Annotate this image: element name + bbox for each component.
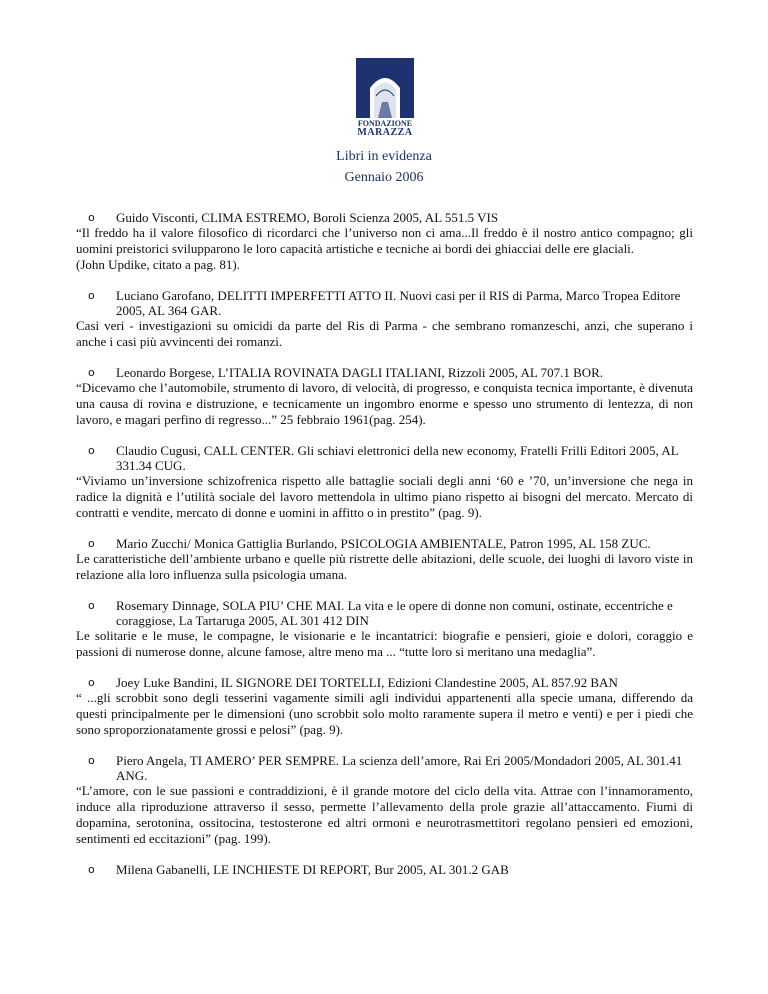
foundation-logo — [356, 58, 414, 138]
bullet-icon: o — [88, 289, 95, 302]
book-reference — [76, 536, 693, 551]
book-reference-text: Milena Gabanelli, LE INCHIESTE DI REPORT, Bur 2005, AL 301.2 GAB — [116, 862, 509, 877]
book-reference-text: Guido Visconti, CLIMA ESTREMO, Boroli Scienza 2005, AL 551.5 VIS — [116, 210, 499, 225]
book-reference — [76, 753, 693, 783]
book-entry — [76, 598, 693, 660]
bullet-icon: o — [88, 366, 95, 379]
book-reference — [76, 862, 693, 877]
book-description: Casi veri - investigazioni su omicidi da parte del Ris di Parma - che sembrano romanzeschi, anzi, che superano i anche i casi più avvincenti dei romanzi. — [76, 318, 693, 349]
book-reference — [76, 598, 693, 628]
book-reference-text: Leonardo Borgese, L’ITALIA ROVINATA DAGLI ITALIANI, Rizzoli 2005, AL 707.1 BOR. — [116, 365, 604, 380]
book-description: Le caratteristiche dell’ambiente urbano e quelle più ristrette delle abitazioni, delle scuole, dei luoghi di lavoro viste in relazione alla loro influenza sulla psicologia umana. — [76, 551, 693, 582]
book-reference-text: Luciano Garofano, DELITTI IMPERFETTI ATTO II. Nuovi casi per il RIS di Parma, Marco Tropea Editore 2005, AL 364 GAR. — [116, 288, 681, 318]
book-entry — [76, 443, 693, 521]
arch-emblem-icon — [356, 58, 414, 118]
book-reference — [76, 210, 693, 225]
book-reference-text: Claudio Cugusi, CALL CENTER. Gli schiavi elettronici della new economy, Fratelli Frilli Editori 2005, AL 331.34 CUG. — [116, 443, 679, 473]
page-title: Libri in evidenza — [336, 149, 432, 164]
logo-line-1: FONDAZIONE — [357, 119, 413, 128]
book-description: Le solitarie e le muse, le compagne, le visionarie e le incantatrici: biografie e pensieri, gioie e dolori, coraggio e passioni di numerose donne, alcune famose, altre meno ma ... “tutte loro si meritano una medaglia”. — [76, 628, 693, 659]
book-entry — [76, 675, 693, 738]
page-date: Gennaio 2006 — [344, 170, 424, 185]
book-reference — [76, 288, 693, 318]
bullet-icon: o — [88, 676, 95, 689]
book-list — [76, 210, 693, 892]
book-reference-text: Mario Zucchi/ Monica Gattiglia Burlando, PSICOLOGIA AMBIENTALE, Patron 1995, AL 158 ZUC. — [116, 536, 651, 551]
bullet-icon: o — [88, 537, 95, 550]
book-entry — [76, 753, 693, 847]
book-reference-text: Piero Angela, TI AMERO’ PER SEMPRE. La scienza dell’amore, Rai Eri 2005/Mondadori 2005, AL 301.41 ANG. — [116, 753, 683, 783]
book-reference-text: Joey Luke Bandini, IL SIGNORE DEI TORTELLI, Edizioni Clandestine 2005, AL 857.92 BAN — [116, 675, 618, 690]
book-reference-text: Rosemary Dinnage, SOLA PIU’ CHE MAI. La vita e le opere di donne non comuni, ostinate, eccentriche e coraggiose, La Tartaruga 2005, AL 301 412 DIN — [116, 598, 673, 628]
book-reference — [76, 675, 693, 690]
book-entry — [76, 536, 693, 583]
book-description: “Dicevamo che l’automobile, strumento di lavoro, di velocità, di progresso, e conquista tecnica importante, è divenuta una causa di rovina e distruzione, e tecnicamente un ingombro enorme e spesso uno strumento di lentezza, di non lavoro, e magari perfino di regresso...” 25 febbraio 1961(pag. 254). — [76, 380, 693, 427]
book-entry — [76, 210, 693, 273]
bullet-icon: o — [88, 211, 95, 224]
book-entry — [76, 365, 693, 428]
book-entry — [76, 862, 693, 877]
logo-line-2: MARAZZA — [357, 127, 413, 138]
book-description: “ ...gli scrobbit sono degli tesserini vagamente simili agli individui appartenenti alla specie umana, differendo da questi principalmente per le dimensioni (uno scrobbit solo molto raramente supera il metro e venti) e per i piedi che sono sproporzionatamente grossi e pelosi” (pag. 9). — [76, 690, 693, 737]
bullet-icon: o — [88, 863, 95, 876]
book-reference — [76, 365, 693, 380]
bullet-icon: o — [88, 599, 95, 612]
book-reference — [76, 443, 693, 473]
book-description: “Viviamo un’inversione schizofrenica rispetto alle battaglie sociali degli anni ‘60 e ’70, un’inversione che nega in radice la dignità e l’utilità sociale del lavoro mettendola in ultimo piano rispetto ai bisogni del mercato. Mercato di contratti e vendite, mercato di donne e uomini in affitto o in prestito” (pag. 9). — [76, 473, 693, 520]
book-entry — [76, 288, 693, 350]
book-description: “L’amore, con le sue passioni e contraddizioni, è il grande motore del ciclo della vita. Attrae con l’innamoramento, induce alla riproduzione attraverso il sesso, permette l’allevamento della prole grazie all’attaccamento. Fiumi di dopamina, serotonina, ossitocina, testosterone ed altri ormoni e neurotrasmettitori regolano pensieri ed emozioni, sentimenti ed eccitazioni” (pag. 199). — [76, 783, 693, 846]
bullet-icon: o — [88, 444, 95, 457]
book-description: “Il freddo ha il valore filosofico di ricordarci che l’universo non ci ama...Il freddo è il nostro antico compagno; gli uomini preistorici svilupparono le loro capacità artistiche e tecniche ai bordi dei ghiacciai delle ere glaciali. (John Updike, citato a pag. 81). — [76, 225, 693, 272]
bullet-icon: o — [88, 754, 95, 767]
